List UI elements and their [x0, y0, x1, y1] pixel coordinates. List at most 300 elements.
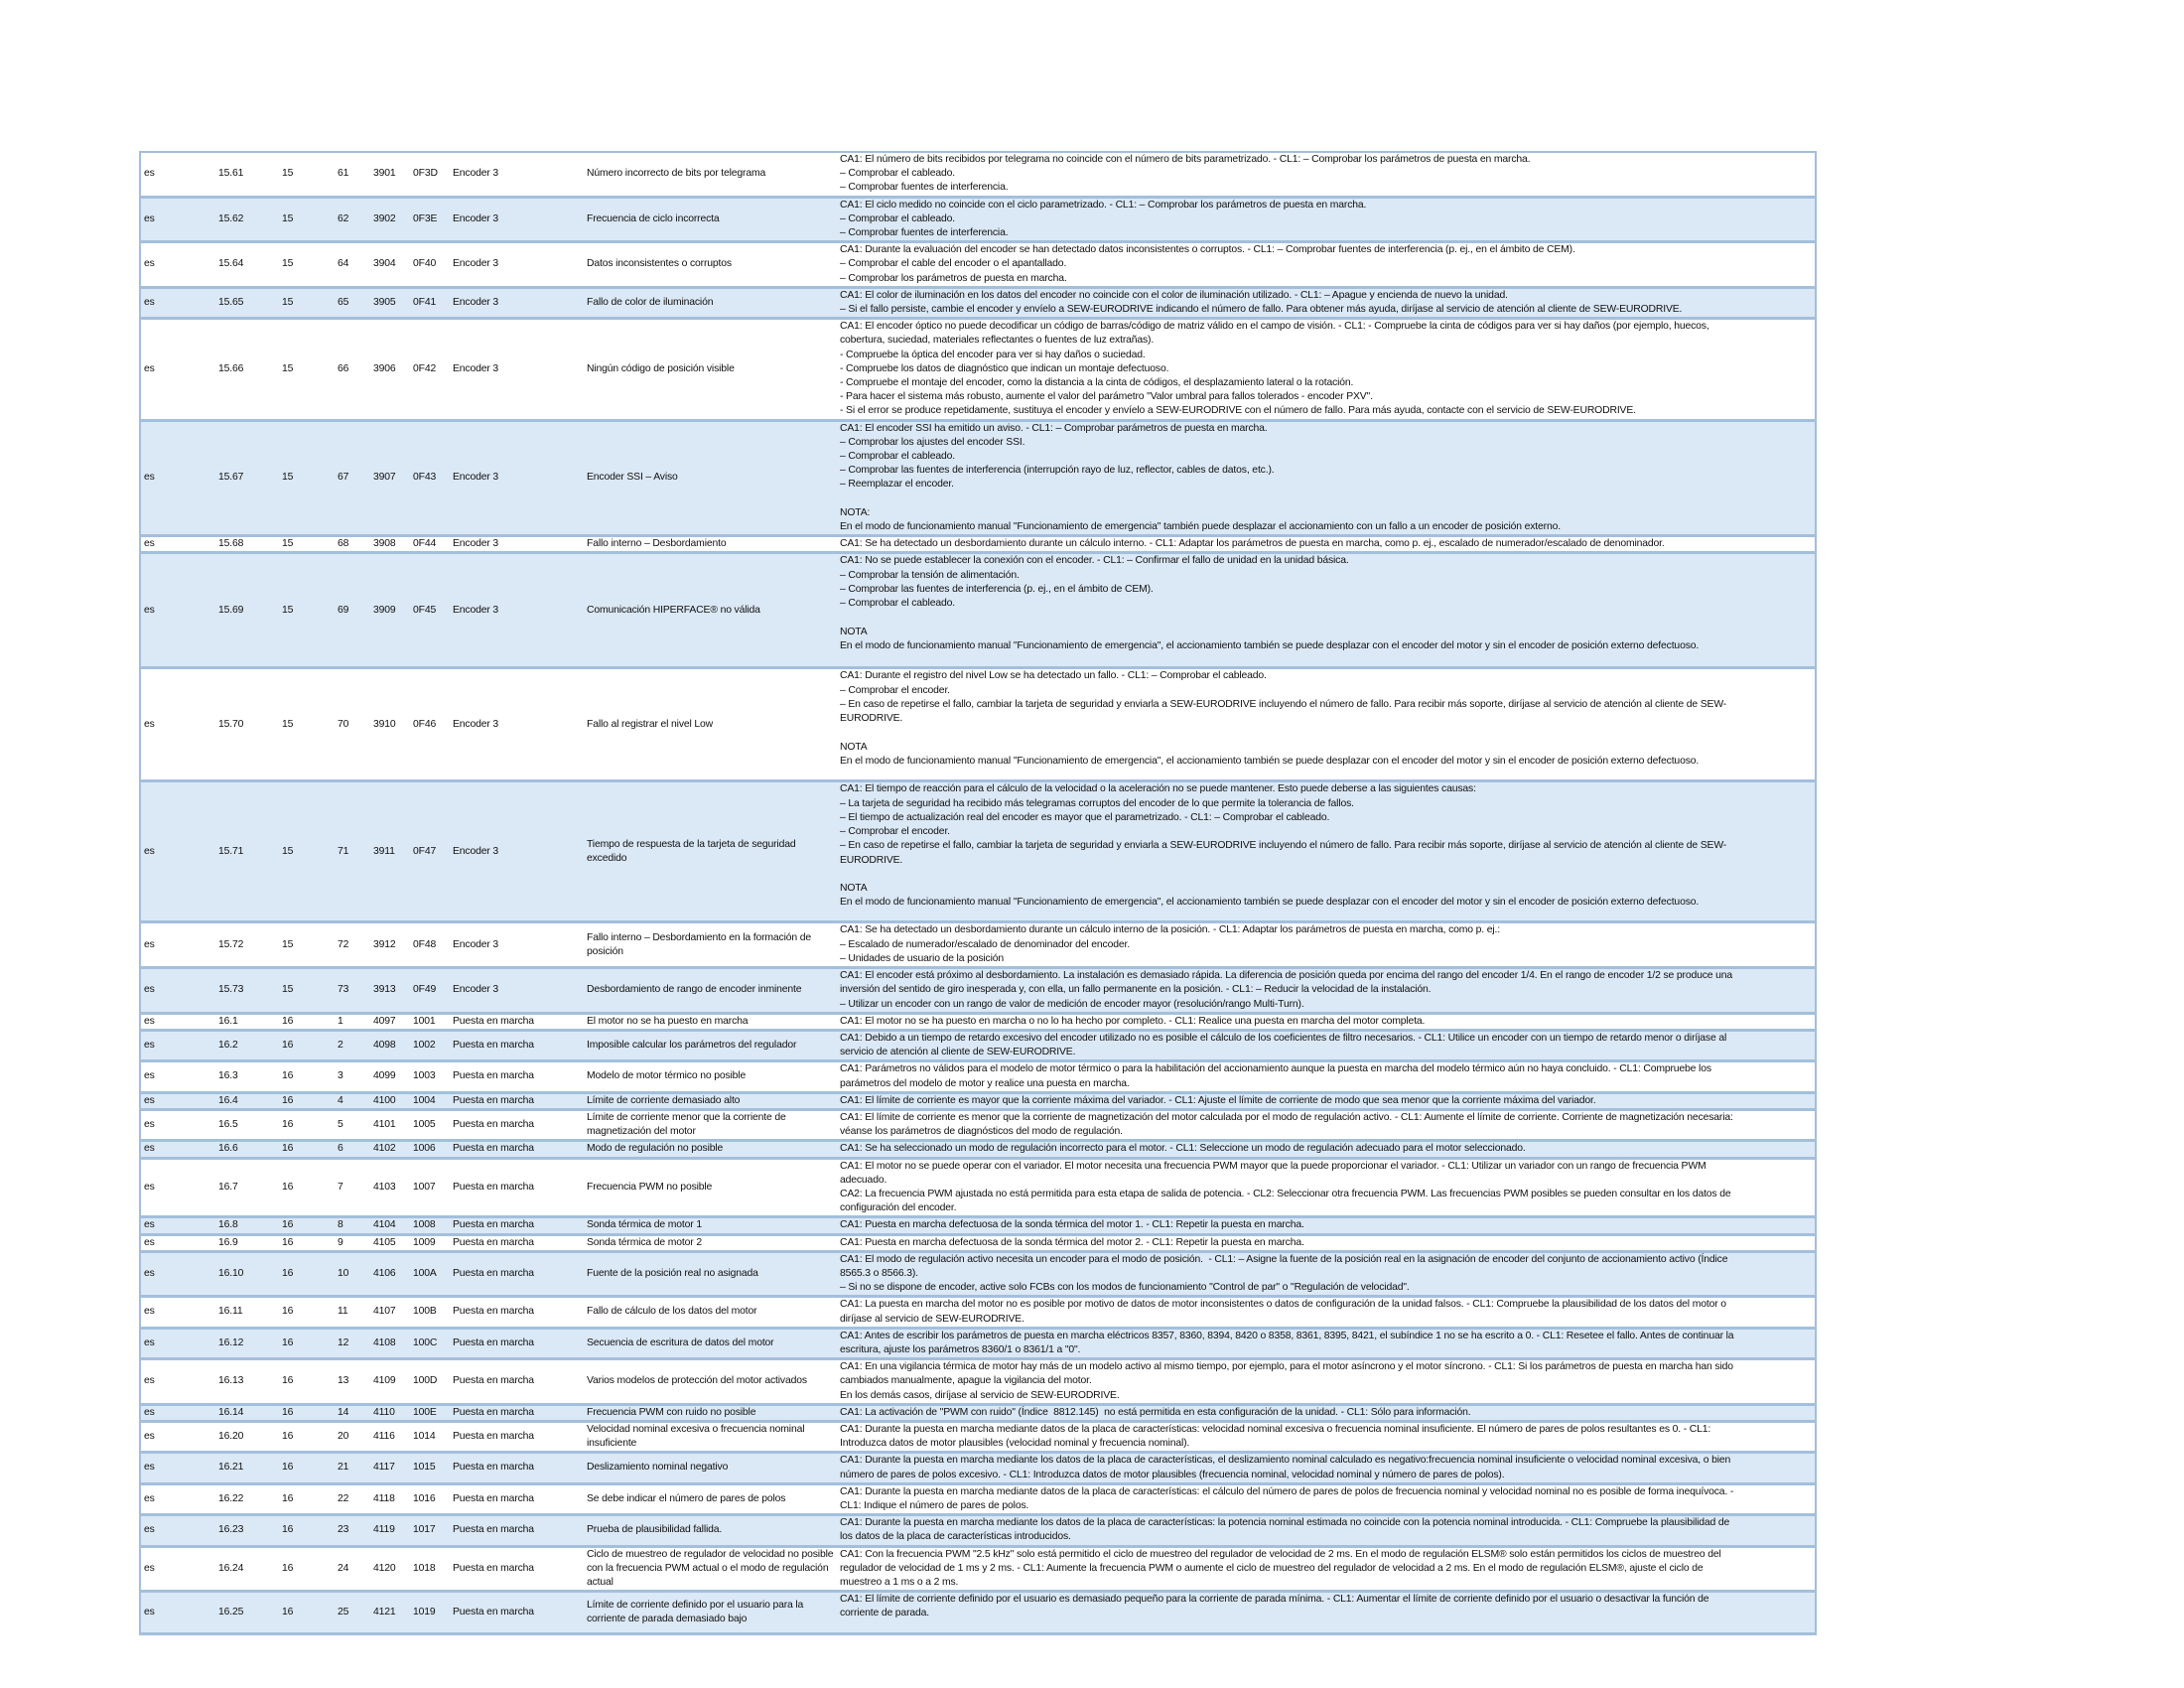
hex-code-cell: 0F42 — [413, 362, 437, 374]
decimal-code-cell: 3901 — [373, 168, 396, 180]
remedy-cell: CA1: Durante la puesta en marcha mediante los datos de la placa de características, el deslizamiento nominal calculado es negativo:frecuencia nominal insuficiente o velocidad nominal excesiva, o bien número de pares de polos excesivo. - CL1: Introduzca datos de motor plausibles (frecuencia nominal, velocidad nominal y número de pares de polos). — [840, 1455, 1731, 1480]
table-row — [140, 1030, 1816, 1060]
lang-cell: es — [144, 1562, 155, 1574]
subfault-cell: 64 — [338, 258, 349, 270]
subfault-cell: 72 — [338, 938, 349, 950]
hex-code-cell: 0F46 — [413, 718, 437, 730]
group-cell: Puesta en marcha — [453, 1094, 534, 1106]
group-cell: Encoder 3 — [453, 168, 499, 180]
decimal-code-cell: 4109 — [373, 1375, 396, 1387]
table-row — [140, 536, 1816, 553]
fault-code-cell: 16.22 — [218, 1492, 244, 1504]
hex-code-cell: 1019 — [413, 1607, 436, 1618]
group-cell: Puesta en marcha — [453, 1562, 534, 1574]
fault-number-cell: 16 — [282, 1431, 294, 1443]
fault-code-cell: 15.66 — [218, 362, 244, 374]
fault-number-cell: 15 — [282, 472, 294, 484]
description-cell: Imposible calcular los parámetros del regulador — [587, 1040, 797, 1051]
lang-cell: es — [144, 1431, 155, 1443]
fault-number-cell: 16 — [282, 1181, 294, 1193]
fault-number-cell: 16 — [282, 1070, 294, 1082]
fault-code-cell: 16.7 — [218, 1181, 238, 1193]
decimal-code-cell: 4121 — [373, 1607, 396, 1618]
decimal-code-cell: 4107 — [373, 1306, 396, 1318]
lang-cell: es — [144, 168, 155, 180]
subfault-cell: 5 — [338, 1119, 343, 1131]
hex-code-cell: 1003 — [413, 1070, 436, 1082]
group-cell: Encoder 3 — [453, 212, 499, 224]
fault-code-cell: 16.23 — [218, 1524, 244, 1536]
hex-code-cell: 1001 — [413, 1015, 436, 1027]
decimal-code-cell: 3913 — [373, 984, 396, 996]
fault-code-cell: 15.62 — [218, 212, 244, 224]
fault-number-cell: 16 — [282, 1306, 294, 1318]
fault-code-cell: 16.24 — [218, 1562, 244, 1574]
description-cell: Deslizamiento nominal negativo — [587, 1462, 729, 1474]
table-row — [140, 1092, 1816, 1109]
group-cell: Puesta en marcha — [453, 1040, 534, 1051]
group-cell: Encoder 3 — [453, 472, 499, 484]
description-cell: Frecuencia PWM no posible — [587, 1181, 713, 1193]
group-cell: Encoder 3 — [453, 718, 499, 730]
table-row — [140, 287, 1816, 318]
group-cell: Puesta en marcha — [453, 1336, 534, 1348]
remedy-cell: CA1: El límite de corriente es mayor que la corriente máxima del variador. - CL1: Ajuste el límite de corriente de modo que sea menor que la corriente máxima del variador. — [840, 1094, 1596, 1106]
remedy-cell: CA1: El número de bits recibidos por telegrama no coincide con el número de bits parametrizado. - CL1: – Comprobar los parámetros de puesta en marcha. – Comprobar el cableado. – Comprobar fuentes de interferencia. — [840, 154, 1531, 194]
fault-code-cell: 16.25 — [218, 1607, 244, 1618]
fault-number-cell: 16 — [282, 1015, 294, 1027]
table-row — [140, 668, 1816, 781]
hex-code-cell: 1016 — [413, 1492, 436, 1504]
fault-code-cell: 16.10 — [218, 1267, 244, 1279]
lang-cell: es — [144, 1070, 155, 1082]
fault-code-cell: 15.64 — [218, 258, 244, 270]
lang-cell: es — [144, 845, 155, 857]
subfault-cell: 20 — [338, 1431, 349, 1443]
remedy-cell: CA1: El límite de corriente es menor que la corriente de magnetización del motor calculada por el modo de regulación activo. - CL1: Aumente el límite de corriente. Corriente de magnetización necesaria: véanse los parámetros de diagnósticos del modo de regulación. — [840, 1111, 1733, 1138]
remedy-cell: CA1: Con la frecuencia PWM "2.5 kHz" solo está permitido el ciclo de muestreo del regulador de velocidad de 2 ms. En el modo de regulación ELSM® solo están permitidos los ciclos de muestreo del regulador de velocidad de 1 ms y 2 ms. - CL1: Aumente la frecuencia PWM o aumente el ciclo de muestreo del regulador de velocidad a 2 ms. En el modo de regulación ELSM®, ajuste el ciclo de muestreo a 1 ms o a 2 ms. — [840, 1548, 1721, 1589]
group-cell: Puesta en marcha — [453, 1070, 534, 1082]
subfault-cell: 14 — [338, 1406, 349, 1418]
fault-code-cell: 15.71 — [218, 845, 244, 857]
hex-code-cell: 100B — [413, 1306, 437, 1318]
fault-code-cell: 16.3 — [218, 1070, 238, 1082]
fault-number-cell: 16 — [282, 1336, 294, 1348]
table-row — [140, 420, 1816, 536]
lang-cell: es — [144, 1306, 155, 1318]
group-cell: Puesta en marcha — [453, 1492, 534, 1504]
lang-cell: es — [144, 1492, 155, 1504]
table-row — [140, 1515, 1816, 1546]
fault-code-cell: 16.2 — [218, 1040, 238, 1051]
group-cell: Puesta en marcha — [453, 1015, 534, 1027]
decimal-code-cell: 4098 — [373, 1040, 396, 1051]
description-cell: Sonda térmica de motor 2 — [587, 1236, 702, 1248]
subfault-cell: 73 — [338, 984, 349, 996]
lang-cell: es — [144, 362, 155, 374]
group-cell: Puesta en marcha — [453, 1462, 534, 1474]
description-cell: Fallo de cálculo de los datos del motor — [587, 1306, 757, 1318]
description-cell: Fallo interno – Desbordamiento — [587, 538, 727, 550]
table-row — [140, 1453, 1816, 1483]
hex-code-cell: 0F40 — [413, 258, 437, 270]
subfault-cell: 3 — [338, 1070, 343, 1082]
fault-number-cell: 15 — [282, 296, 294, 308]
description-cell: Sonda térmica de motor 1 — [587, 1219, 702, 1231]
remedy-cell: CA1: El ciclo medido no coincide con el ciclo parametrizado. - CL1: – Comprobar los parámetros de puesta en marcha. – Comprobar el cableado. – Comprobar fuentes de interferencia. — [840, 199, 1367, 239]
subfault-cell: 10 — [338, 1267, 349, 1279]
hex-code-cell: 0F3E — [413, 212, 438, 224]
description-cell: Fallo interno – Desbordamiento en la formación de posición — [587, 931, 811, 957]
group-cell: Puesta en marcha — [453, 1375, 534, 1387]
hex-code-cell: 0F47 — [413, 845, 437, 857]
decimal-code-cell: 4104 — [373, 1219, 396, 1231]
remedy-cell: CA1: Durante el registro del nivel Low se ha detectado un fallo. - CL1: – Comprobar el cableado. – Comprobar el encoder. – En caso de repetirse el fallo, cambiar la tarjeta de seguridad y enviarla a SEW-EURODRIVE incluyendo el número de fallo. Para recibir más soporte, diríjase al servicio de atención al cliente de SEW- EURODRIVE. NOTA En el modo de funcionamiento manual "Funcionamiento de emergencia", el accionamiento también se puede desplazar con el encoder del motor y sin el encoder de posición externo defectuoso. — [840, 670, 1727, 767]
table-row — [140, 1234, 1816, 1251]
hex-code-cell: 100C — [413, 1336, 438, 1348]
lang-cell: es — [144, 212, 155, 224]
lang-cell: es — [144, 472, 155, 484]
description-cell: Frecuencia de ciclo incorrecta — [587, 212, 720, 224]
fault-number-cell: 16 — [282, 1406, 294, 1418]
decimal-code-cell: 3906 — [373, 362, 396, 374]
group-cell: Encoder 3 — [453, 845, 499, 857]
description-cell: Datos inconsistentes o corruptos — [587, 258, 732, 270]
subfault-cell: 2 — [338, 1040, 343, 1051]
table-row — [140, 1251, 1816, 1297]
subfault-cell: 70 — [338, 718, 349, 730]
description-cell: Prueba de plausibilidad fallida. — [587, 1524, 723, 1536]
lang-cell: es — [144, 1040, 155, 1051]
decimal-code-cell: 3904 — [373, 258, 396, 270]
subfault-cell: 12 — [338, 1336, 349, 1348]
table-row — [140, 1359, 1816, 1405]
decimal-code-cell: 4110 — [373, 1406, 395, 1418]
decimal-code-cell: 3905 — [373, 296, 396, 308]
table-row — [140, 319, 1816, 420]
lang-cell: es — [144, 1462, 155, 1474]
fault-number-cell: 16 — [282, 1143, 294, 1155]
hex-code-cell: 1018 — [413, 1562, 436, 1574]
remedy-cell: CA1: El modo de regulación activo necesita un encoder para el modo de posición. - CL1: – Asigne la fuente de la posición real en la asignación de encoder del conjunto de accionamiento activo (Índice 8565.3 o 8566.3). – Si no se dispone de encoder, active solo FCBs con los modos de funcionamiento "Control de par" o "Regulación de velocidad". — [840, 1253, 1728, 1294]
lang-cell: es — [144, 296, 155, 308]
fault-number-cell: 16 — [282, 1492, 294, 1504]
decimal-code-cell: 4102 — [373, 1143, 396, 1155]
lang-cell: es — [144, 1219, 155, 1231]
table-row — [140, 1141, 1816, 1158]
remedy-cell: CA1: Durante la puesta en marcha mediante datos de la placa de características: el cálculo del número de pares de polos de frecuencia nominal y velocidad nominal no es posible de forma inequívoca. - CL1: Indique el número de pares de polos. — [840, 1485, 1734, 1511]
description-cell: Fuente de la posición real no asignada — [587, 1267, 758, 1279]
fault-number-cell: 15 — [282, 718, 294, 730]
remedy-cell: CA1: La activación de "PWM con ruido" (Índice 8812.145) no está permitida en esta configuración de la unidad. - CL1: Sólo para información. — [840, 1406, 1471, 1418]
subfault-cell: 25 — [338, 1607, 349, 1618]
fault-code-cell: 15.70 — [218, 718, 244, 730]
table-row — [140, 1546, 1816, 1592]
subfault-cell: 23 — [338, 1524, 349, 1536]
decimal-code-cell: 3910 — [373, 718, 396, 730]
lang-cell: es — [144, 984, 155, 996]
hex-code-cell: 0F49 — [413, 984, 437, 996]
fault-number-cell: 15 — [282, 168, 294, 180]
table-row — [140, 1217, 1816, 1234]
hex-code-cell: 1007 — [413, 1181, 436, 1193]
subfault-cell: 13 — [338, 1375, 349, 1387]
fault-number-cell: 15 — [282, 845, 294, 857]
group-cell: Encoder 3 — [453, 296, 499, 308]
fault-code-cell: 15.61 — [218, 168, 244, 180]
table-row — [140, 1483, 1816, 1514]
remedy-cell: CA1: El motor no se puede operar con el variador. El motor necesita una frecuencia PWM mayor que la puede proporcionar el variador. - CL1: Utilizar un variador con un rango de frecuencia PWM adecuado. CA2: La frecuencia PWM ajustada no está permitida para esta etapa de salida de potencia. - CL2: Seleccionar otra frecuencia PWM. Las frecuencias PWM posibles se pueden consultar en los datos de configuración del encoder. — [840, 1160, 1731, 1214]
description-cell: Encoder SSI – Aviso — [587, 472, 678, 484]
fault-number-cell: 15 — [282, 984, 294, 996]
fault-number-cell: 16 — [282, 1462, 294, 1474]
table-row — [140, 1061, 1816, 1092]
description-cell: Frecuencia PWM con ruido no posible — [587, 1406, 756, 1418]
lang-cell: es — [144, 1336, 155, 1348]
remedy-cell: CA1: Se ha detectado un desbordamiento durante un cálculo interno de la posición. - CL1: Adaptar los parámetros de puesta en marcha, como p. ej.: – Escalado de numerador/escalado de denominador del encoder. – Unidades de usuario de la posición — [840, 924, 1501, 964]
decimal-code-cell: 4101 — [373, 1119, 396, 1131]
fault-code-cell: 16.9 — [218, 1236, 238, 1248]
decimal-code-cell: 3907 — [373, 472, 396, 484]
fault-code-cell: 16.11 — [218, 1306, 243, 1318]
lang-cell: es — [144, 938, 155, 950]
remedy-cell: CA1: Se ha seleccionado un modo de regulación incorrecto para el motor. - CL1: Seleccione un modo de regulación adecuado para el motor seleccionado. — [840, 1143, 1526, 1155]
table-row — [140, 553, 1816, 668]
fault-number-cell: 15 — [282, 212, 294, 224]
remedy-cell: CA1: Antes de escribir los parámetros de puesta en marcha eléctricos 8357, 8360, 8394, 8420 o 8358, 8361, 8395, 8421, el subíndice 1 no se ha escrito a 0. - CL1: Resetee el fallo. Antes de continuar la escritura, ajuste los parámetros 8360/1 o 8361/1 a "0". — [840, 1330, 1734, 1355]
fault-number-cell: 16 — [282, 1607, 294, 1618]
fault-number-cell: 16 — [282, 1040, 294, 1051]
fault-code-cell: 15.72 — [218, 938, 244, 950]
group-cell: Encoder 3 — [453, 984, 499, 996]
fault-code-cell: 15.73 — [218, 984, 244, 996]
subfault-cell: 69 — [338, 604, 349, 616]
subfault-cell: 6 — [338, 1143, 343, 1155]
fault-code-cell: 16.8 — [218, 1219, 238, 1231]
fault-number-cell: 16 — [282, 1524, 294, 1536]
hex-code-cell: 1005 — [413, 1119, 436, 1131]
description-cell: Se debe indicar el número de pares de polos — [587, 1492, 786, 1504]
remedy-cell: CA1: El motor no se ha puesto en marcha o no lo ha hecho por completo. - CL1: Realice una puesta en marcha del motor completa. — [840, 1015, 1426, 1027]
remedy-cell: CA1: El límite de corriente definido por el usuario es demasiado pequeño para la corriente de parada mínima. - CL1: Aumentar el límite de corriente definido por el usuario o desactivar la función de corriente de parada. — [840, 1594, 1709, 1619]
fault-code-cell: 16.5 — [218, 1119, 238, 1131]
hex-code-cell: 0F41 — [413, 296, 437, 308]
description-cell: Velocidad nominal excesiva o frecuencia nominal insuficiente — [587, 1423, 805, 1450]
table-row — [140, 152, 1816, 197]
remedy-cell: CA1: El encoder SSI ha emitido un aviso. - CL1: – Comprobar parámetros de puesta en marcha. – Comprobar los ajustes del encoder SSI. – Comprobar el cableado. – Comprobar las fuentes de interferencia (interrupción rayo de luz, reflector, cables de datos, etc.). – Reemplazar el encoder. NOTA: En el modo de funcionamiento manual "Funcionamiento de emergencia" también puede desplazar el accionamiento con un fallo a un encoder de posición externo. — [840, 422, 1561, 533]
description-cell: Modo de regulación no posible — [587, 1143, 724, 1155]
hex-code-cell: 1015 — [413, 1462, 436, 1474]
table-row — [140, 242, 1816, 288]
subfault-cell: 9 — [338, 1236, 343, 1248]
lang-cell: es — [144, 1267, 155, 1279]
description-cell: Ningún código de posición visible — [587, 362, 735, 374]
subfault-cell: 22 — [338, 1492, 349, 1504]
fault-code-cell: 16.14 — [218, 1406, 244, 1418]
decimal-code-cell: 4116 — [373, 1431, 395, 1443]
decimal-code-cell: 4117 — [373, 1462, 395, 1474]
hex-code-cell: 100D — [413, 1375, 438, 1387]
fault-number-cell: 15 — [282, 362, 294, 374]
lang-cell: es — [144, 538, 155, 550]
table-row — [140, 1404, 1816, 1421]
table-row — [140, 1013, 1816, 1030]
description-cell: Tiempo de respuesta de la tarjeta de seguridad excedido — [587, 838, 796, 864]
table-row — [140, 781, 1816, 922]
lang-cell: es — [144, 258, 155, 270]
fault-code-cell: 16.1 — [218, 1015, 238, 1027]
fault-number-cell: 16 — [282, 1375, 294, 1387]
remedy-cell: CA1: No se puede establecer la conexión con el encoder. - CL1: – Confirmar el fallo de unidad en la unidad básica. – Comprobar la tensión de alimentación. – Comprobar las fuentes de interferencia (p. ej., en el ámbito de CEM). – Comprobar el cableado. NOTA En el modo de funcionamiento manual "Funcionamiento de emergencia", el accionamiento también se puede desplazar con el encoder del motor y sin el encoder de posición externo defectuoso. — [840, 555, 1700, 651]
subfault-cell: 71 — [338, 845, 349, 857]
description-cell: Comunicación HIPERFACE® no válida — [587, 604, 760, 616]
group-cell: Puesta en marcha — [453, 1181, 534, 1193]
description-cell: Fallo al registrar el nivel Low — [587, 718, 714, 730]
subfault-cell: 11 — [338, 1306, 348, 1318]
hex-code-cell: 1006 — [413, 1143, 436, 1155]
subfault-cell: 61 — [338, 168, 349, 180]
subfault-cell: 24 — [338, 1562, 349, 1574]
hex-code-cell: 100A — [413, 1267, 437, 1279]
subfault-cell: 4 — [338, 1094, 343, 1106]
description-cell: Límite de corriente menor que la corriente de magnetización del motor — [587, 1111, 786, 1138]
subfault-cell: 7 — [338, 1181, 343, 1193]
decimal-code-cell: 3902 — [373, 212, 396, 224]
group-cell: Encoder 3 — [453, 604, 499, 616]
remedy-cell: CA1: El color de iluminación en los datos del encoder no coincide con el color de iluminación utilizado. - CL1: – Apague y encienda de nuevo la unidad. – Si el fallo persiste, cambie el encoder y envíelo a SEW-EURODRIVE indicando el número de fallo. Para obtener más ayuda, diríjase al servicio de atención al cliente de SEW-EURODRIVE. — [840, 289, 1683, 316]
decimal-code-cell: 4099 — [373, 1070, 396, 1082]
hex-code-cell: 0F43 — [413, 472, 437, 484]
group-cell: Puesta en marcha — [453, 1143, 534, 1155]
fault-code-cell: 16.12 — [218, 1336, 244, 1348]
hex-code-cell: 1002 — [413, 1040, 436, 1051]
fault-code-cell: 16.20 — [218, 1431, 244, 1443]
fault-code-cell: 15.68 — [218, 538, 244, 550]
hex-code-cell: 0F3D — [413, 168, 438, 180]
remedy-cell: CA1: Puesta en marcha defectuosa de la sonda térmica del motor 1. - CL1: Repetir la puesta en marcha. — [840, 1219, 1304, 1231]
lang-cell: es — [144, 1236, 155, 1248]
group-cell: Puesta en marcha — [453, 1431, 534, 1443]
fault-number-cell: 16 — [282, 1119, 294, 1131]
fault-code-cell: 16.6 — [218, 1143, 238, 1155]
subfault-cell: 66 — [338, 362, 349, 374]
lang-cell: es — [144, 1119, 155, 1131]
table-row — [140, 1592, 1816, 1634]
group-cell: Puesta en marcha — [453, 1306, 534, 1318]
remedy-cell: CA1: Durante la puesta en marcha mediante los datos de la placa de características: la potencia nominal estimada no coincide con la potencia nominal introducida. - CL1: Compruebe la plausibilidad de los datos de la placa de características introducidos. — [840, 1517, 1730, 1543]
lang-cell: es — [144, 1181, 155, 1193]
table-row — [140, 197, 1816, 242]
lang-cell: es — [144, 1524, 155, 1536]
group-cell: Puesta en marcha — [453, 1236, 534, 1248]
decimal-code-cell: 3911 — [373, 845, 395, 857]
decimal-code-cell: 3908 — [373, 538, 396, 550]
fault-number-cell: 15 — [282, 258, 294, 270]
hex-code-cell: 1009 — [413, 1236, 436, 1248]
decimal-code-cell: 3912 — [373, 938, 396, 950]
remedy-cell: CA1: La puesta en marcha del motor no es posible por motivo de datos de motor inconsistentes o datos de configuración de la unidad falsos. - CL1: Compruebe la plausibilidad de los datos del motor o diríjase al servicio de SEW-EURODRIVE. — [840, 1299, 1726, 1325]
decimal-code-cell: 4118 — [373, 1492, 395, 1504]
subfault-cell: 21 — [338, 1462, 349, 1474]
fault-code-cell: 16.4 — [218, 1094, 238, 1106]
fault-number-cell: 16 — [282, 1267, 294, 1279]
lang-cell: es — [144, 1143, 155, 1155]
remedy-cell: CA1: El encoder está próximo al desbordamiento. La instalación es demasiado rápida. La diferencia de posición queda por encima del rango del encoder 1/4. En el rango de encoder 1/2 se produce una inversión del sentido de giro inesperada y, con ella, un fallo permanente en la posición. - CL1: – Reducir la velocidad de la instalación. – Utilizar un encoder con un rango de valor de medición de encoder mayor (resolución/rango Multi-Turn). — [840, 970, 1733, 1010]
group-cell: Puesta en marcha — [453, 1607, 534, 1618]
subfault-cell: 1 — [338, 1015, 343, 1027]
decimal-code-cell: 4108 — [373, 1336, 396, 1348]
hex-code-cell: 1017 — [413, 1524, 436, 1536]
table-row — [140, 922, 1816, 968]
fault-code-cell: 16.21 — [218, 1462, 244, 1474]
hex-code-cell: 1004 — [413, 1094, 436, 1106]
fault-number-cell: 15 — [282, 538, 294, 550]
group-cell: Puesta en marcha — [453, 1119, 534, 1131]
hex-code-cell: 1008 — [413, 1219, 436, 1231]
decimal-code-cell: 4103 — [373, 1181, 396, 1193]
remedy-cell: CA1: Debido a un tiempo de retardo excesivo del encoder utilizado no es posible el cálculo de los coeficientes de filtro necesarios. - CL1: Utilice un encoder con un tiempo de retardo menor o diríjase al servicio de atención al cliente de SEW-EURODRIVE. — [840, 1032, 1727, 1058]
subfault-cell: 62 — [338, 212, 349, 224]
fault-table — [139, 151, 1817, 1635]
description-cell: Ciclo de muestreo de regulador de velocidad no posible con la frecuencia PWM actual o el modo de regulación actual — [587, 1548, 834, 1589]
fault-code-cell: 15.67 — [218, 472, 244, 484]
lang-cell: es — [144, 1607, 155, 1618]
lang-cell: es — [144, 1375, 155, 1387]
table-row — [140, 1158, 1816, 1217]
hex-code-cell: 0F44 — [413, 538, 437, 550]
subfault-cell: 8 — [338, 1219, 343, 1231]
lang-cell: es — [144, 604, 155, 616]
decimal-code-cell: 4120 — [373, 1562, 396, 1574]
table-row — [140, 1328, 1816, 1358]
group-cell: Puesta en marcha — [453, 1524, 534, 1536]
group-cell: Encoder 3 — [453, 538, 499, 550]
description-cell: Fallo de color de iluminación — [587, 296, 714, 308]
remedy-cell: CA1: El encoder óptico no puede decodificar un código de barras/código de matriz válido en el campo de visión. - CL1: - Compruebe la cinta de códigos para ver si hay daños (por ejemplo, huecos, cobertura, suciedad, materiales reflectantes o fuentes de luz extrañas). - Compruebe la óptica del encoder para ver si hay daños o suciedad. - Compruebe los datos de diagnóstico que indican un montaje defectuoso. - Compruebe el montaje del encoder, como la distancia a la cinta de códigos, el desplazamiento lateral o la rotación. - Para hacer el sistema más robusto, aumente el valor del parámetro "Valor umbral para fallos tolerados - encoder PXV". - Si el error se produce repetidamente, sustituya el encoder y envíelo a SEW-EURODRIVE con el número de fallo. Para más ayuda, contacte con el servicio de SEW-EURODRIVE. — [840, 321, 1709, 417]
decimal-code-cell: 4106 — [373, 1267, 396, 1279]
group-cell: Puesta en marcha — [453, 1406, 534, 1418]
subfault-cell: 67 — [338, 472, 349, 484]
description-cell: Límite de corriente definido por el usuario para la corriente de parada demasiado bajo — [587, 1600, 804, 1625]
fault-number-cell: 16 — [282, 1219, 294, 1231]
lang-cell: es — [144, 1406, 155, 1418]
remedy-cell: CA1: Se ha detectado un desbordamiento durante un cálculo interno. - CL1: Adaptar los parámetros de puesta en marcha, como p. ej., escalado de numerador/escalado de denominador. — [840, 538, 1665, 550]
group-cell: Puesta en marcha — [453, 1267, 534, 1279]
hex-code-cell: 1014 — [413, 1431, 436, 1443]
description-cell: El motor no se ha puesto en marcha — [587, 1015, 749, 1027]
subfault-cell: 65 — [338, 296, 349, 308]
remedy-cell: CA1: Durante la puesta en marcha mediante datos de la placa de características: velocidad nominal excesiva o frecuencia nominal insuficiente. El número de pares de polos resultantes es 0. - CL1: Introduzca datos de motor plausibles (velocidad nominal y frecuencia nominal). — [840, 1423, 1711, 1450]
description-cell: Modelo de motor térmico no posible — [587, 1070, 747, 1082]
decimal-code-cell: 4119 — [373, 1524, 395, 1536]
description-cell: Número incorrecto de bits por telegrama — [587, 168, 766, 180]
group-cell: Encoder 3 — [453, 258, 499, 270]
description-cell: Secuencia de escritura de datos del motor — [587, 1336, 774, 1348]
decimal-code-cell: 4097 — [373, 1015, 396, 1027]
description-cell: Desbordamiento de rango de encoder inminente — [587, 984, 802, 996]
remedy-cell: CA1: El tiempo de reacción para el cálculo de la velocidad o la aceleración no se puede mantener. Esto puede deberse a las siguientes causas: – La tarjeta de seguridad ha recibido más telegramas corruptos del encoder de lo que permite la tolerancia de fallos. – El tiempo de actualización real del encoder es mayor que el parametrizado. - CL1: – Comprobar el cableado. – Comprobar el encoder. – En caso de repetirse el fallo, cambiar la tarjeta de seguridad y enviarla a SEW-EURODRIVE incluyendo el número de fallo. Para recibir más soporte, diríjase al servicio de atención al cliente de SEW- EURODRIVE. NOTA En el modo de funcionamiento manual "Funcionamiento de emergencia", el accionamiento también se puede desplazar con el encoder del motor y sin el encoder de posición externo defectuoso. — [840, 783, 1727, 909]
fault-code-cell: 15.69 — [218, 604, 244, 616]
group-cell: Encoder 3 — [453, 938, 499, 950]
decimal-code-cell: 3909 — [373, 604, 396, 616]
remedy-cell: CA1: Durante la evaluación del encoder se han detectado datos inconsistentes o corruptos. - CL1: – Comprobar fuentes de interferencia (p. ej., en el ámbito de CEM). – Comprobar el cable del encoder o el apantallado. – Comprobar los parámetros de puesta en marcha. — [840, 244, 1575, 284]
remedy-cell: CA1: Puesta en marcha defectuosa de la sonda térmica del motor 2. - CL1: Repetir la puesta en marcha. — [840, 1236, 1304, 1248]
table-row — [140, 968, 1816, 1014]
fault-code-cell: 16.13 — [218, 1375, 244, 1387]
remedy-cell: CA1: En una vigilancia térmica de motor hay más de un modelo activo al mismo tiempo, por ejemplo, para el motor asíncrono y el motor síncrono. - CL1: Si los parámetros de puesta en marcha han sido cambiados manualmente, apague la vigilancia del motor. En los demás casos, diríjase al servicio de SEW-EURODRIVE. — [840, 1361, 1733, 1401]
description-cell: Límite de corriente demasiado alto — [587, 1094, 741, 1106]
lang-cell: es — [144, 718, 155, 730]
